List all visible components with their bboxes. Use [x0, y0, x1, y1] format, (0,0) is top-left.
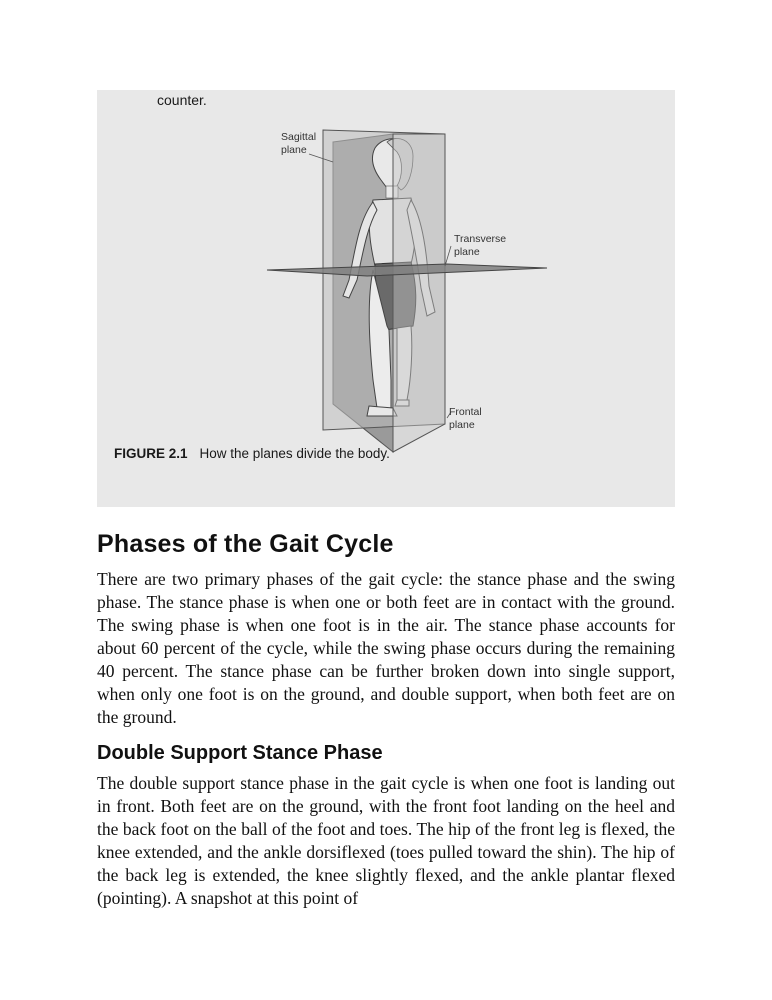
figure-caption [114, 446, 390, 461]
sagittal-label-line2: plane [281, 144, 307, 156]
section-paragraph: There are two primary phases of the gait cycle: the stance phase and the swing phase. The stance phase is when one or both feet are in contact with the ground. The swing phase is when one foot is in the air. The stance phase accounts for about 60 percent of the cycle, while the swing phase occurs during the remaining 40 percent. The stance phase can be further broken down into single support, when only one foot is on the ground, and double support, when both feet are on the ground. [97, 569, 675, 727]
transverse-leader-line [445, 246, 451, 266]
figure-caption-text: How the planes divide the body. [199, 446, 390, 461]
transverse-label-line2: plane [454, 246, 480, 258]
figure-continuation-text: counter. [157, 92, 207, 108]
transverse-plane-shape [267, 264, 547, 276]
section-heading: Phases of the Gait Cycle [97, 530, 394, 558]
transverse-label-line1: Transverse [454, 233, 507, 245]
frontal-plane-front-shape [393, 134, 445, 452]
figure-caption-number: FIGURE 2.1 [114, 446, 188, 461]
subsection-paragraph: The double support stance phase in the gait cycle is when one foot is landing out in front. Both feet are on the ground, with the front foot landing on the heel and the back foot on the ball of the foot and toes. The hip of the front leg is flexed, the knee extended, and the ankle dorsiflexed (toes pulled toward the shin). The hip of the back leg is extended, the knee slightly flexed, and the ankle plantar flexed (pointing). A snapshot at this point of [97, 773, 675, 908]
frontal-label-line1: Frontal [449, 406, 482, 418]
frontal-label-line2: plane [449, 419, 475, 431]
subsection-heading: Double Support Stance Phase [97, 742, 383, 764]
sagittal-label-line1: Sagittal [281, 131, 317, 143]
body-planes-illustration [97, 90, 675, 507]
